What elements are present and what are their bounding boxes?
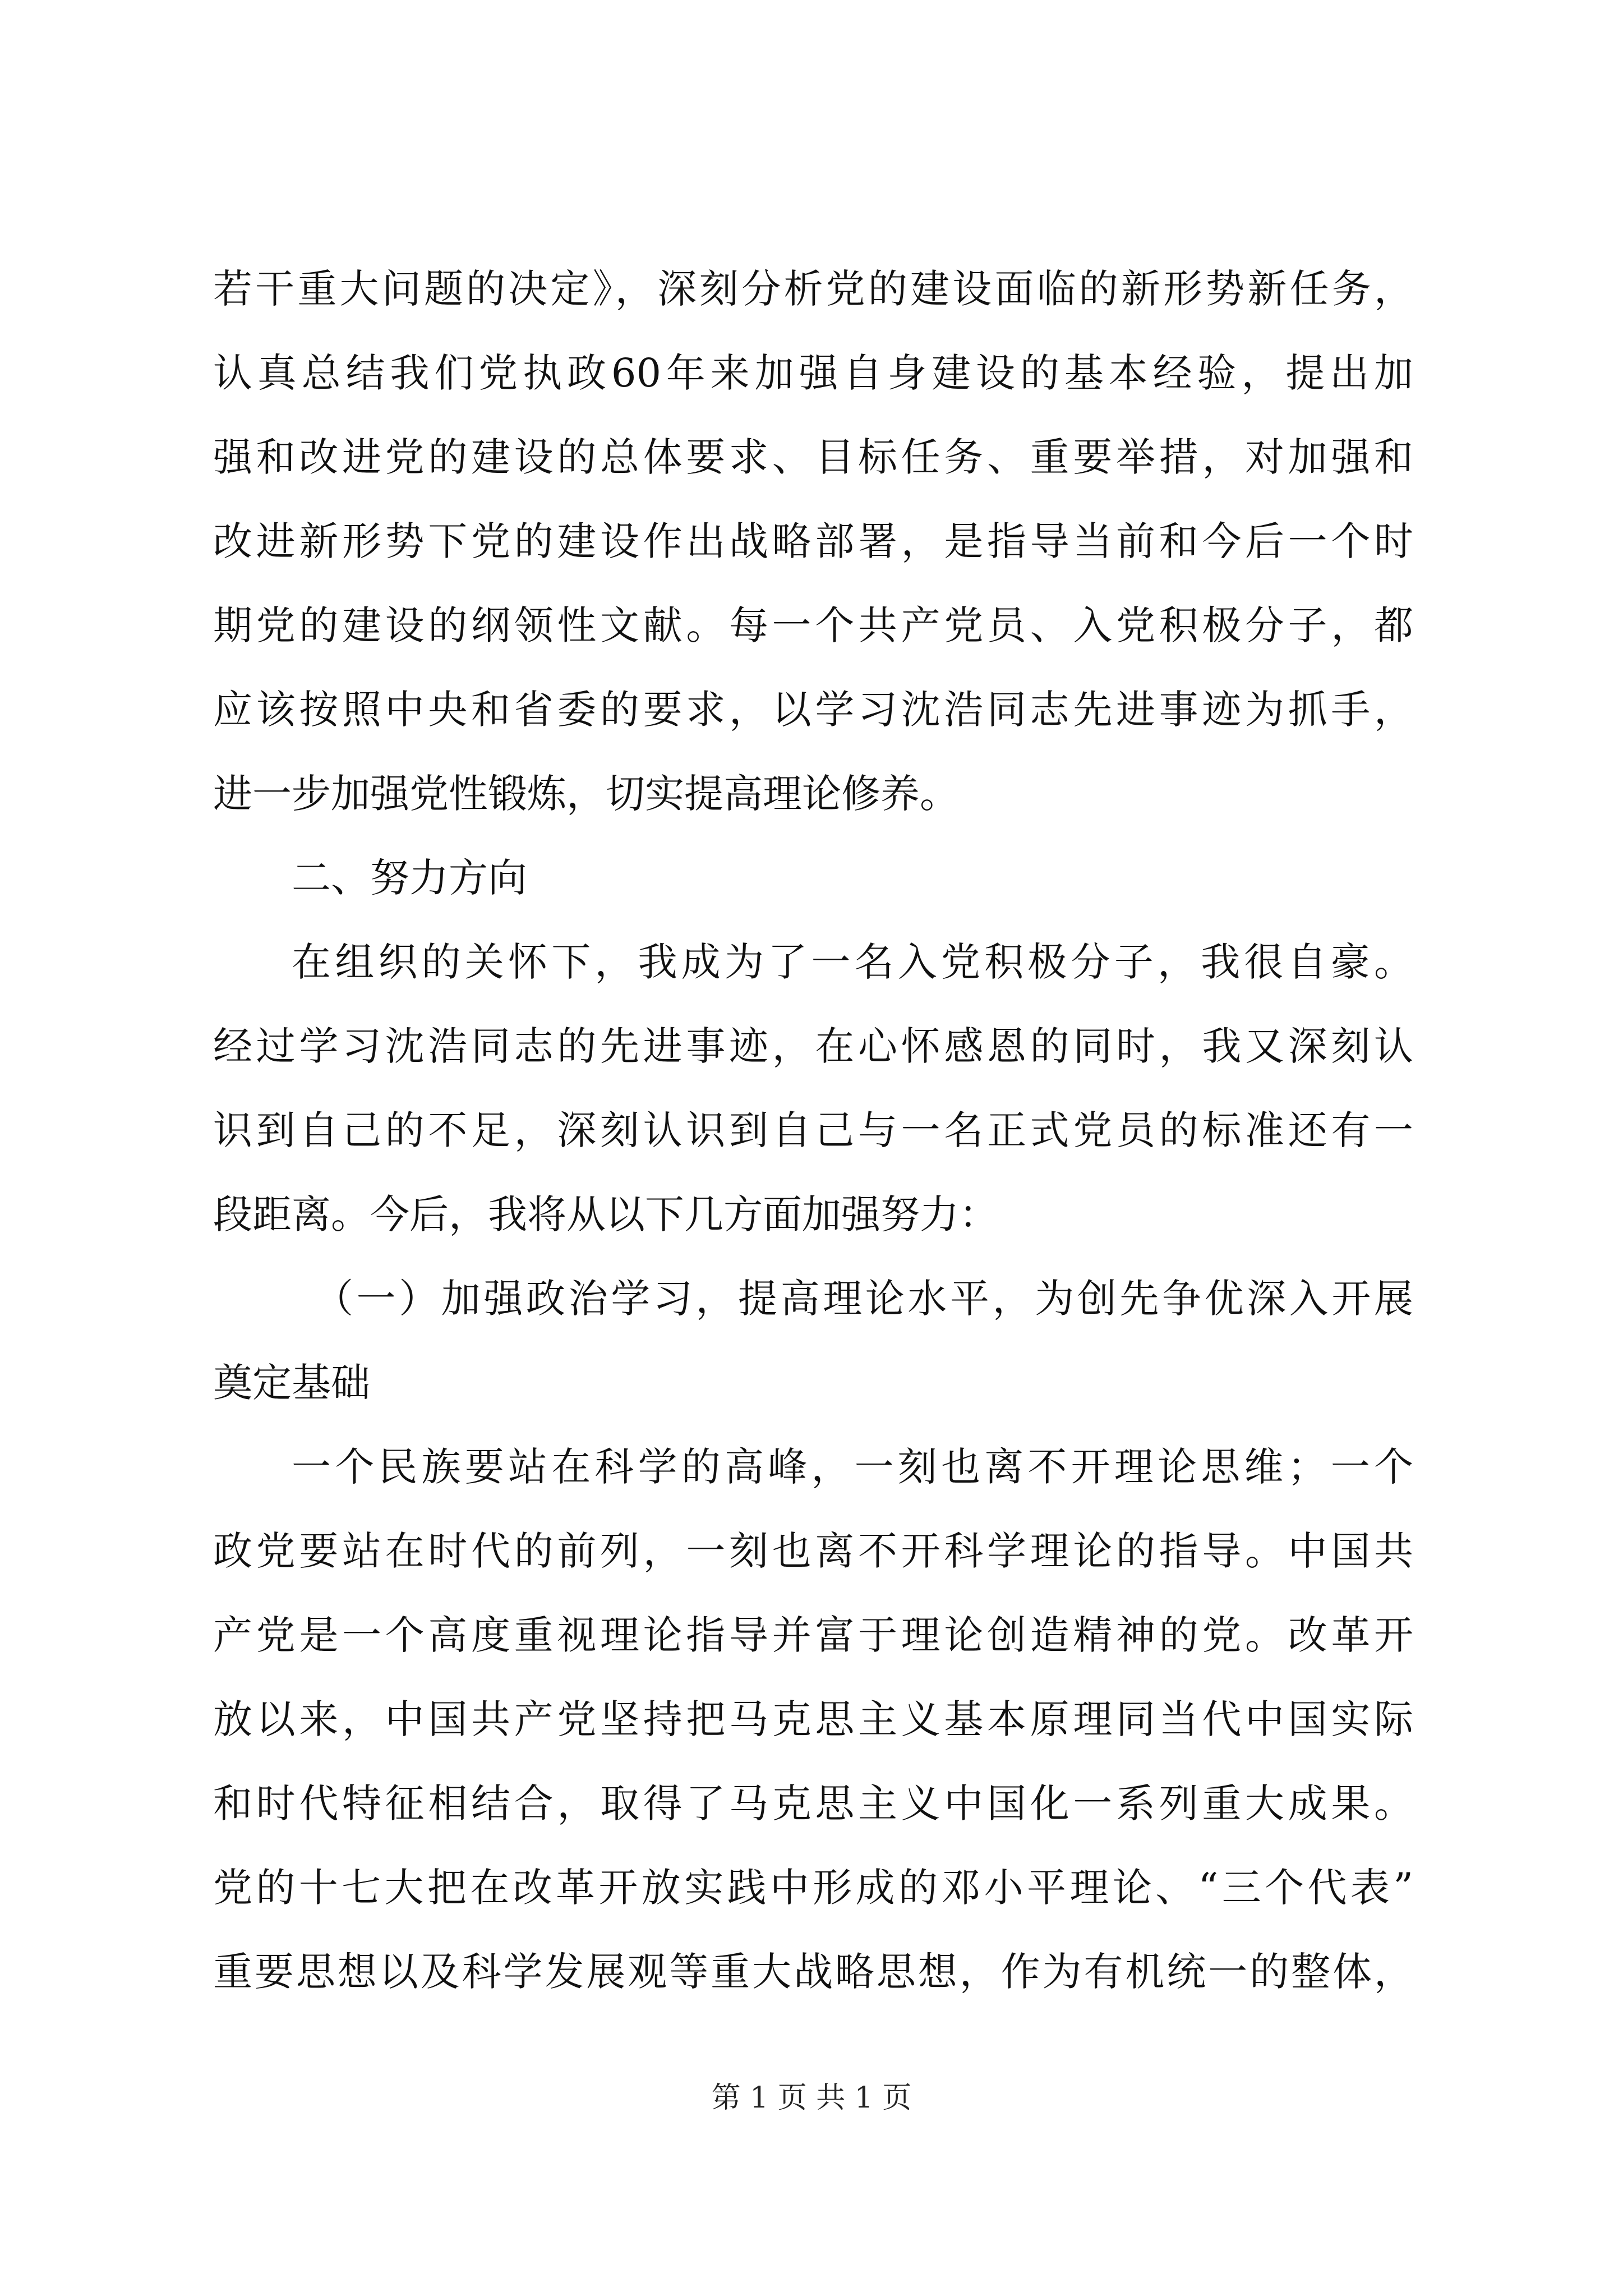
text-line: 应该按照中央和省委的要求，以学习沈浩同志先进事迹为抓手， <box>213 687 1413 733</box>
text-line: 识到自己的不足，深刻认识到自己与一名正式党员的标准还有一 <box>213 1107 1413 1153</box>
text-line: 党的十七大把在改革开放实践中形成的邓小平理论、“三个代表” <box>213 1865 1413 1911</box>
text-line: 经过学习沈浩同志的先进事迹，在心怀感恩的同时，我又深刻认 <box>213 1023 1413 1069</box>
text-line: 重要思想以及科学发展观等重大战略思想，作为有机统一的整体， <box>213 1949 1413 1995</box>
text-line: 一个民族要站在科学的高峰，一刻也离不开理论思维；一个 <box>292 1444 1413 1490</box>
text-line: 放以来，中国共产党坚持把马克思主义基本原理同当代中国实际 <box>213 1696 1413 1742</box>
text-line: 产党是一个高度重视理论指导并富于理论创造精神的党。改革开 <box>213 1612 1413 1658</box>
text-line: 政党要站在时代的前列，一刻也离不开科学理论的指导。中国共 <box>213 1528 1413 1574</box>
text-line: 在组织的关怀下，我成为了一名入党积极分子，我很自豪。 <box>292 939 1413 985</box>
subsection-heading-continued: 奠定基础 <box>213 1360 370 1406</box>
subsection-heading: （一）加强政治学习，提高理论水平，为创先争优深入开展 <box>314 1276 1413 1322</box>
section-heading: 二、努力方向 <box>292 855 527 901</box>
text-line: 期党的建设的纲领性文献。每一个共产党员、入党积极分子，都 <box>213 602 1413 648</box>
text-line: 和时代特征相结合，取得了马克思主义中国化一系列重大成果。 <box>213 1780 1413 1826</box>
text-line: 段距离。今后，我将从以下几方面加强努力： <box>213 1191 998 1237</box>
text-line: 改进新形势下党的建设作出战略部署，是指导当前和今后一个时 <box>213 518 1413 564</box>
text-line: 强和改进党的建设的总体要求、目标任务、重要举措，对加强和 <box>213 434 1413 480</box>
text-line: 进一步加强党性锻炼，切实提高理论修养。 <box>213 771 959 817</box>
text-line: 若干重大问题的决定》，深刻分析党的建设面临的新形势新任务， <box>213 266 1413 312</box>
text-line: 认真总结我们党执政60年来加强自身建设的基本经验，提出加 <box>213 350 1413 396</box>
page-number-footer: 第 1 页 共 1 页 <box>711 2081 912 2115</box>
